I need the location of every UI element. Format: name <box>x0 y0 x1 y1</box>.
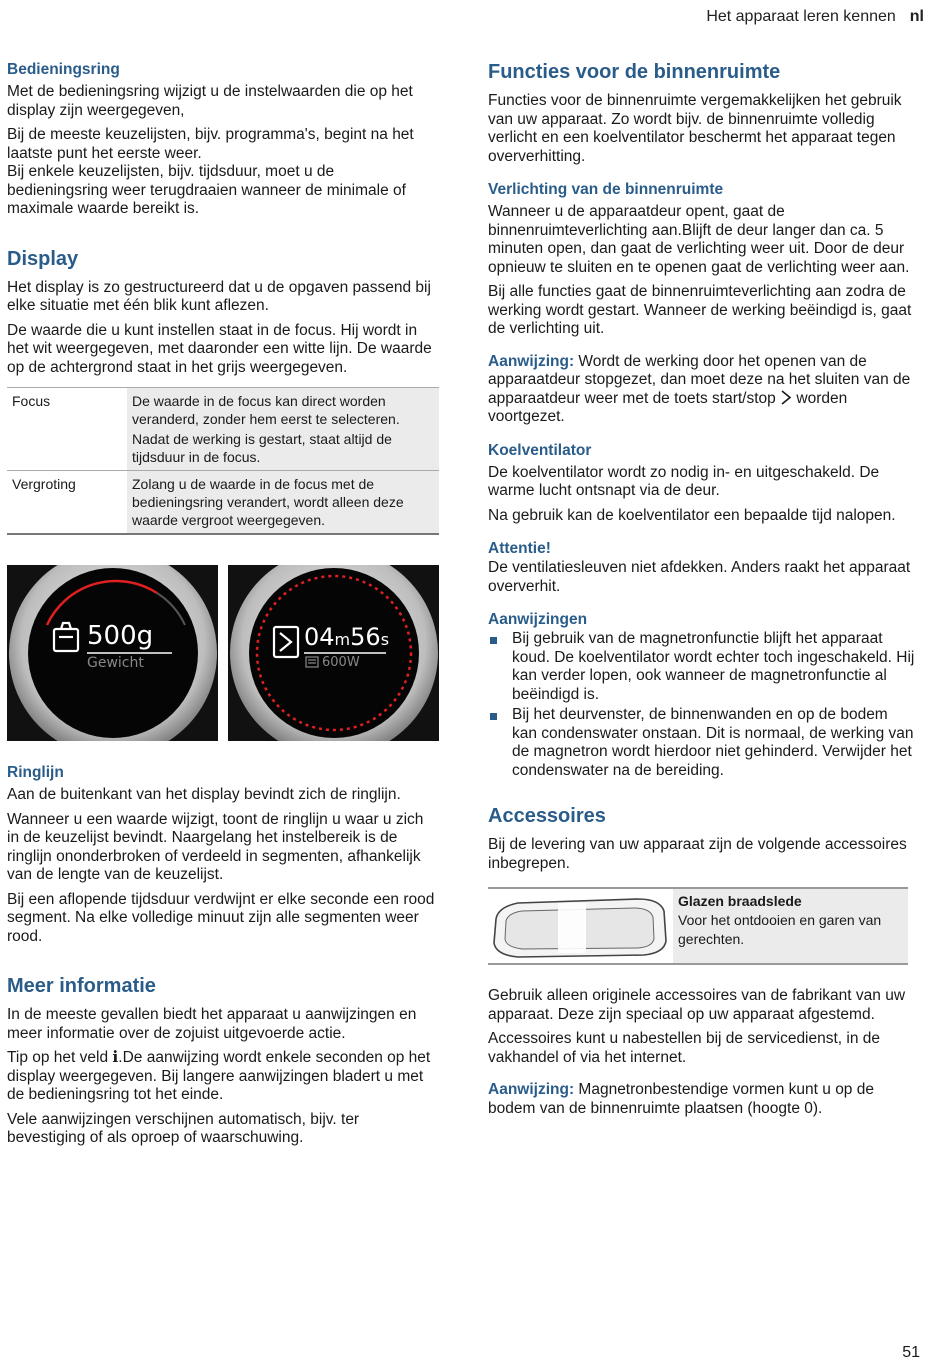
note-text: Magnetronbestendige vormen kunt u op de bodem van de binnenruimte plaatsen (hoogte 0). <box>488 1081 874 1117</box>
paragraph: Aan de buitenkant van het display bevindt zich de ringlijn. <box>7 786 401 803</box>
heading-verlichting: Verlichting van de binnenruimte <box>488 181 724 198</box>
glass-tray-illustration <box>488 889 673 963</box>
paragraph: Accessoires kunt u nabestellen bij de servicedienst, in de vakhandel of via het internet. <box>488 1030 881 1066</box>
display-illustrations <box>7 565 439 741</box>
display-weight-illustration <box>7 565 218 741</box>
heading-display: Display <box>7 247 79 270</box>
accessory-table <box>488 887 908 965</box>
time-value <box>304 623 389 651</box>
time-minutes: 04 <box>304 623 335 651</box>
header-lang: nl <box>909 8 924 25</box>
paragraph: Gebruik alleen originele accessoires van de fabrikant van uw apparaat. Deze zijn speciaal op uw apparaat afgestemd. <box>488 987 906 1023</box>
heading-attentie: Attentie! <box>488 540 551 557</box>
accessory-desc: Voor het ontdooien en garen van gerechten. <box>678 912 882 947</box>
left-column <box>7 60 439 1154</box>
aanwijzingen-list <box>488 630 916 780</box>
time-min-unit: m <box>334 630 351 649</box>
paragraph: In de meeste gevallen biedt het apparaat u aanwijzingen en meer informatie over de zojuist uitgevoerde actie. <box>7 1006 417 1042</box>
note-label: Aanwijzing: <box>488 352 575 370</box>
list-item: Bij gebruik van de magnetronfunctie blijft het apparaat koud. De koelventilator wordt echter toch ingeschakeld. Hij kan verder lopen, ook wanneer de magnetronfunctie al beëindigd is. <box>488 630 916 704</box>
heading-ringlijn: Ringlijn <box>7 764 64 781</box>
display-time-illustration <box>228 565 439 741</box>
paragraph: De koelventilator wordt zo nodig in- en uitgeschakeld. De warme lucht ontsnapt via de deur. <box>488 463 880 499</box>
power-value: 600W <box>322 655 360 670</box>
right-column <box>488 60 916 1124</box>
paragraph: Bij alle functies gaat de binnenruimteverlichting aan zodra de werking wordt gestart. Wanneer de werking beëindigd is, gaat de verlichting uit. <box>488 283 912 337</box>
definition-table <box>7 387 439 535</box>
heading-aanwijzingen: Aanwijzingen <box>488 611 588 628</box>
page-number: 51 <box>902 1344 920 1361</box>
desc-focus-2: Nadat de werking is gestart, staat altijd de tijdsduur in de focus. <box>132 431 392 465</box>
paragraph: Het display is zo gestructureerd dat u de opgaven passend bij elke situatie met één blik kunt aflezen. <box>7 278 431 314</box>
heading-functies: Functies voor de binnenruimte <box>488 61 781 83</box>
note-verlichting <box>488 353 916 427</box>
paragraph: De waarde die u kunt instellen staat in de focus. Hij wordt in het wit weergegeven, met daaronder een witte lijn. De waarde op de achtergrond staat in het grijs weergegeven. <box>7 321 432 376</box>
attentie-text: De ventilatiesleuven niet afdekken. Anders raakt het apparaat oververhit. <box>488 559 911 595</box>
heading-bedieningsring: Bedieningsring <box>7 61 120 78</box>
paragraph: Met de bedieningsring wijzigt u de instelwaarden die op het display zijn weergegeven, <box>7 83 413 119</box>
paragraph: Vele aanwijzingen verschijnen automatisch, bijv. ter bevestiging of als oproep of waarschuwing. <box>7 1110 360 1146</box>
time-sec-unit: s <box>380 630 390 649</box>
paragraph: Bij enkele keuzelijsten, bijv. tijdsduur, moet u de bedieningsring weer terugdraaien wanneer de minimale of maximale waarde bereikt is. <box>7 163 406 217</box>
accessory-name: Glazen braadslede <box>678 893 802 909</box>
time-seconds: 56 <box>350 623 381 651</box>
heading-koelventilator: Koelventilator <box>488 441 592 459</box>
paragraph: Functies voor de binnenruimte vergemakkelijken het gebruik van uw apparaat. Zo wordt bijv. de binnenruimte volledig verlicht en een koelventilator beschermt het apparaat tegen oververhitting. <box>488 92 902 165</box>
paragraph: Tip op het veld ℹ.De aanwijzing wordt enkele seconden op het display weergegeven. Bij langere aanwijzingen bladert u met de bedieningsring tot het einde. <box>7 1049 431 1103</box>
desc-vergroting: Zolang u de waarde in de focus met de bedieningsring verandert, wordt alleen deze waarde vergroot weergegeven. <box>127 471 439 535</box>
paragraph: Na gebruik kan de koelventilator een bepaalde tijd nalopen. <box>488 506 896 524</box>
weight-value: 500g <box>87 621 154 651</box>
term-focus: Focus <box>7 388 127 471</box>
heading-meer-informatie: Meer informatie <box>7 975 156 997</box>
paragraph: Wanneer u de apparaatdeur opent, gaat de binnenruimteverlichting aan.Blijft de deur langer dan ca. 5 minuten open, dan gaat de verlichting weer uit. Door de deur opnieuw te sluiten en te openen gaat de verlichting weer aan. <box>488 203 910 276</box>
weight-label: Gewicht <box>87 655 144 671</box>
header-section: Het apparaat leren kennen <box>706 8 896 25</box>
heading-accessoires: Accessoires <box>488 805 606 827</box>
note-label: Aanwijzing: <box>488 1081 575 1098</box>
start-stop-icon <box>780 390 792 405</box>
note-end: worden voortgezet. <box>488 389 848 425</box>
note-text: Wordt de werking door het openen van de apparaatdeur stopgezet, dan moet deze na het sluiten van de apparaatdeur weer met de toets start/stop <box>488 352 911 407</box>
paragraph: Bij de meeste keuzelijsten, bijv. programma's, begint na het laatste punt het eerste weer. <box>7 126 414 162</box>
paragraph: Bij de levering van uw apparaat zijn de volgende accessoires inbegrepen. <box>488 836 907 872</box>
term-vergroting: Vergroting <box>7 471 127 535</box>
paragraph: Wanneer u een waarde wijzigt, toont de ringlijn u waar u zich in de keuzelijst bevindt. Naargelang het instelbereik is de ringlijn ononderbroken of verdeeld in segmenten, afhankelijk van de lengte van de keuzelijst. <box>7 810 424 883</box>
note-accessoires <box>488 1081 916 1118</box>
list-item: Bij het deurvenster, de binnenwanden en op de bodem kan condenswater onstaan. Dit is normaal, de werking van de magnetron wordt hierdoor niet gehinderd. Verwijder het condenswater na de bereiding. <box>488 706 916 780</box>
paragraph: Bij een aflopende tijdsduur verdwijnt er elke seconde een rood segment. Na elke volledige minuut zijn alle segmenten weer rood. <box>7 890 435 945</box>
running-header <box>706 8 924 26</box>
desc-focus-1: De waarde in de focus kan direct worden veranderd, zonder hem eerst te selecteren. <box>132 393 400 427</box>
